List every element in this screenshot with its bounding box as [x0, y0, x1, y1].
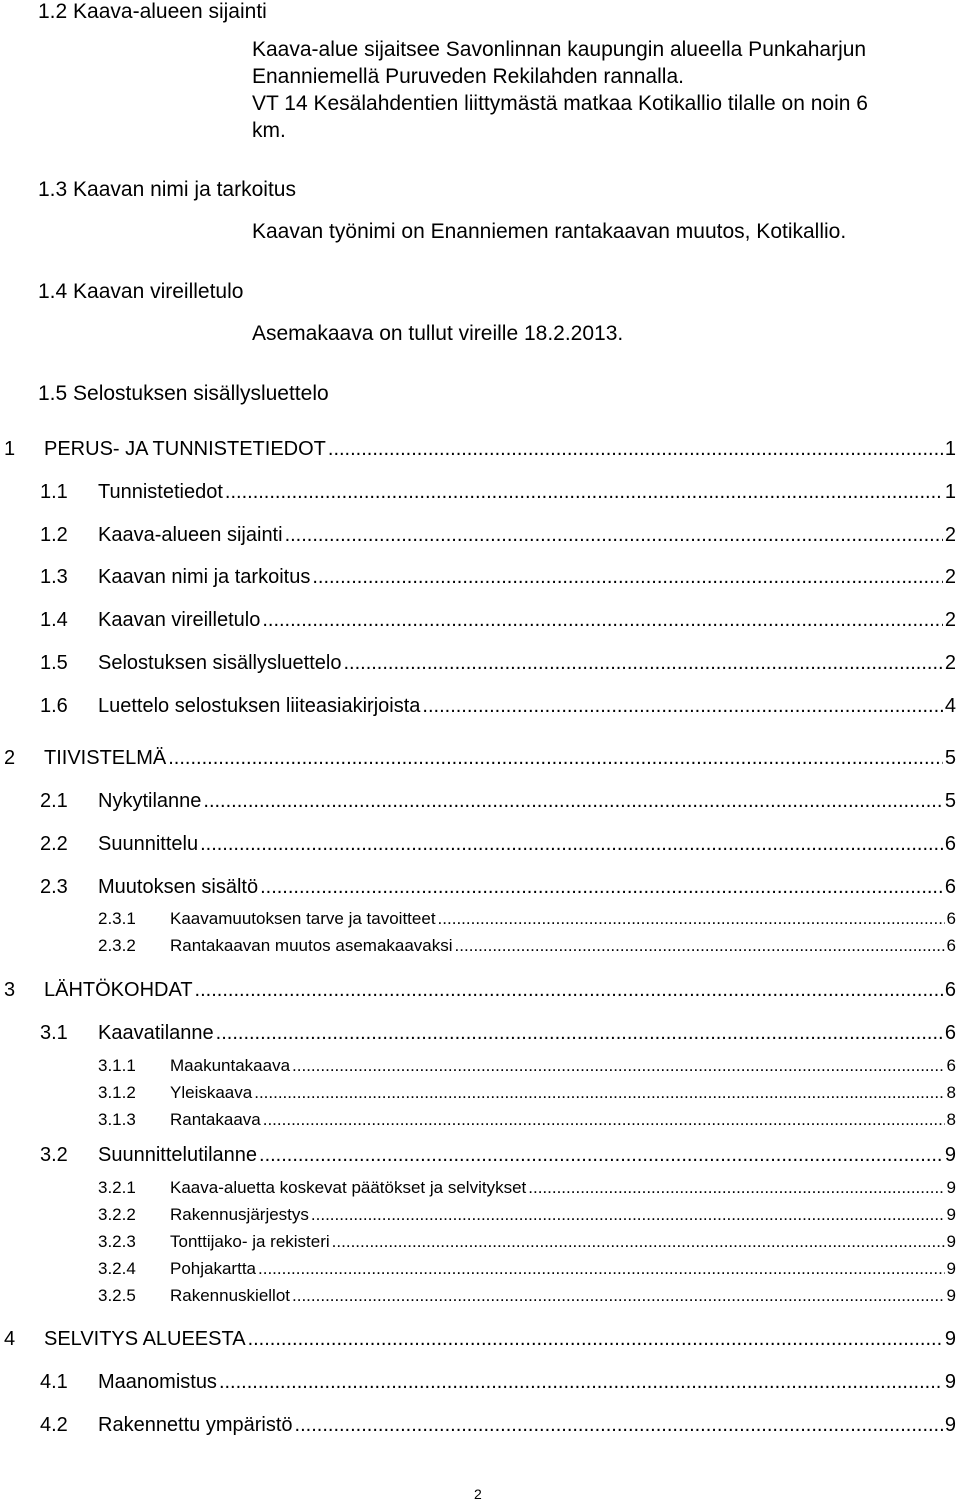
- toc-entry-number: 1.4: [40, 609, 68, 631]
- toc-leader: [343, 652, 942, 675]
- toc-entry-number: 3.2.3: [98, 1232, 136, 1251]
- section-body-1-2-line-2: Enanniemellä Puruveden Rekilahden rannalla.: [252, 65, 684, 88]
- toc-entry-title: Kaavatilanne: [98, 1022, 214, 1044]
- toc-entry-title: Tunnistetiedot: [98, 481, 223, 503]
- toc-entry-title: TIIVISTELMÄ: [44, 747, 167, 769]
- toc-leader: [311, 1205, 945, 1225]
- toc-entry-page: 9: [946, 1232, 956, 1251]
- toc-entry[interactable]: [40, 790, 956, 813]
- toc-entry[interactable]: [40, 1414, 956, 1437]
- toc-entry[interactable]: [98, 1286, 956, 1306]
- toc-entry-title: LÄHTÖKOHDAT: [44, 979, 193, 1001]
- section-heading-1-3: 1.3 Kaavan nimi ja tarkoitus: [38, 178, 296, 201]
- toc-leader: [216, 1022, 943, 1045]
- toc-entry-page: 5: [944, 747, 956, 769]
- toc-entry-page: 8: [946, 1083, 956, 1102]
- toc-leader: [292, 1056, 945, 1076]
- toc-leader: [248, 1328, 943, 1351]
- section-body-1-2-line-1: Kaava-alue sijaitsee Savonlinnan kaupungin alueella Punkaharjun: [252, 38, 867, 61]
- toc-entry-title: Rakennettu ympäristö: [98, 1414, 293, 1436]
- toc-entry-number: 1.1: [40, 481, 68, 503]
- toc-entry-number: 4.1: [40, 1371, 68, 1393]
- toc-entry-page: 9: [946, 1178, 956, 1197]
- toc-entry-number: 1.2: [40, 524, 68, 546]
- toc-entry-page: 2: [944, 524, 956, 546]
- toc-entry-title: Rantakaavan muutos asemakaavaksi: [170, 936, 453, 955]
- toc-entry[interactable]: [40, 833, 956, 856]
- toc-leader: [422, 695, 942, 718]
- toc-entry[interactable]: [98, 1110, 956, 1130]
- toc-entry-number: 1.3: [40, 566, 68, 588]
- toc-entry-page: 8: [946, 1110, 956, 1129]
- toc-leader: [438, 909, 945, 929]
- toc-entry-page: 9: [946, 1286, 956, 1305]
- toc-entry[interactable]: [40, 695, 956, 718]
- section-body-1-4-line-1: Asemakaava on tullut vireille 18.2.2013.: [252, 322, 624, 345]
- toc-entry-page: 1: [944, 481, 956, 503]
- toc-entry-page: 5: [944, 790, 956, 812]
- toc-entry-number: 3.1.3: [98, 1110, 136, 1129]
- toc-entry-page: 9: [946, 1205, 956, 1224]
- toc-leader: [312, 566, 943, 589]
- toc-entry-number: 4.2: [40, 1414, 68, 1436]
- toc-entry[interactable]: [4, 979, 956, 1002]
- toc-entry-number: 3.2.2: [98, 1205, 136, 1224]
- toc-leader: [259, 1144, 943, 1167]
- page-number: 2: [474, 1486, 482, 1502]
- toc-entry-number: 2.3: [40, 876, 68, 898]
- toc-entry-page: 9: [944, 1328, 956, 1350]
- toc-entry[interactable]: [98, 1259, 956, 1279]
- toc-entry-page: 6: [944, 979, 956, 1001]
- toc-leader: [203, 790, 942, 813]
- toc-entry[interactable]: [98, 936, 956, 956]
- toc-entry-number: 2: [4, 747, 16, 769]
- toc-entry-title: Kaava-alueen sijainti: [98, 524, 283, 546]
- toc-entry-page: 6: [946, 909, 956, 928]
- toc-entry-number: 3.1.1: [98, 1056, 136, 1075]
- toc-leader: [225, 481, 943, 504]
- toc-leader: [260, 876, 943, 899]
- section-heading-1-5: 1.5 Selostuksen sisällysluettelo: [38, 382, 329, 405]
- toc-entry-title: Kaava-aluetta koskevat päätökset ja selvitykset: [170, 1178, 527, 1197]
- toc-entry[interactable]: [4, 747, 956, 770]
- toc-entry-page: 6: [946, 1056, 956, 1075]
- toc-entry-page: 4: [944, 695, 956, 717]
- toc-entry-title: Kaavamuutoksen tarve ja tavoitteet: [170, 909, 436, 928]
- toc-entry[interactable]: [40, 481, 956, 504]
- toc-entry[interactable]: [98, 1232, 956, 1252]
- toc-entry-title: Rantakaava: [170, 1110, 261, 1129]
- toc-entry-number: 1: [4, 438, 16, 460]
- section-body-1-3-line-1: Kaavan työnimi on Enanniemen rantakaavan muutos, Kotikallio.: [252, 220, 847, 243]
- toc-entry-title: Luettelo selostuksen liiteasiakirjoista: [98, 695, 421, 717]
- toc-leader: [263, 1110, 945, 1130]
- section-heading-1-4: 1.4 Kaavan vireilletulo: [38, 280, 244, 303]
- toc-entry[interactable]: [40, 1144, 956, 1167]
- toc-entry[interactable]: [40, 566, 956, 589]
- toc-entry-number: 1.5: [40, 652, 68, 674]
- toc-entry-page: 6: [946, 936, 956, 955]
- toc-leader: [528, 1178, 944, 1198]
- toc-entry-title: Yleiskaava: [170, 1083, 253, 1102]
- toc-entry-page: 9: [944, 1144, 956, 1166]
- toc-entry-title: Rakennusjärjestys: [170, 1205, 309, 1224]
- toc-entry-page: 1: [944, 438, 956, 460]
- toc-entry-title: Nykytilanne: [98, 790, 202, 812]
- toc-entry-page: 2: [944, 609, 956, 631]
- toc-entry-title: Muutoksen sisältö: [98, 876, 259, 898]
- toc-entry[interactable]: [4, 1328, 956, 1351]
- toc-entry-number: 4: [4, 1328, 16, 1350]
- toc-entry[interactable]: [40, 1371, 956, 1394]
- toc-entry-title: Rakennuskiellot: [170, 1286, 291, 1305]
- toc-leader: [455, 936, 945, 956]
- toc-leader: [262, 609, 943, 632]
- toc-leader: [328, 438, 943, 461]
- toc-entry[interactable]: [98, 1056, 956, 1076]
- toc-entry[interactable]: [98, 1205, 956, 1225]
- toc-leader: [254, 1083, 944, 1103]
- toc-entry-number: 2.3.2: [98, 936, 136, 955]
- section-body-1-2-line-4: km.: [252, 119, 286, 142]
- toc-entry-number: 3.1.2: [98, 1083, 136, 1102]
- toc-entry-number: 3.1: [40, 1022, 68, 1044]
- toc-entry-number: 2.3.1: [98, 909, 136, 928]
- toc-entry-title: Selostuksen sisällysluettelo: [98, 652, 342, 674]
- toc-entry-title: Suunnittelu: [98, 833, 199, 855]
- toc-leader: [195, 979, 943, 1002]
- toc-entry-number: 3.2: [40, 1144, 68, 1166]
- toc-entry[interactable]: [40, 652, 956, 675]
- toc-leader: [219, 1371, 943, 1394]
- toc-entry-page: 9: [946, 1259, 956, 1278]
- toc-entry-page: 6: [944, 876, 956, 898]
- toc-entry[interactable]: [98, 1083, 956, 1103]
- toc-entry-page: 9: [944, 1414, 956, 1436]
- toc-entry-title: Tonttijako- ja rekisteri: [170, 1232, 330, 1251]
- toc-entry-number: 2.2: [40, 833, 68, 855]
- toc-entry[interactable]: [40, 1022, 956, 1045]
- toc-entry-page: 9: [944, 1371, 956, 1393]
- toc-entry-page: 6: [944, 833, 956, 855]
- toc-entry-number: 3.2.5: [98, 1286, 136, 1305]
- toc-entry-number: 3: [4, 979, 16, 1001]
- toc-leader: [285, 524, 943, 547]
- toc-entry-title: Maanomistus: [98, 1371, 217, 1393]
- toc-leader: [200, 833, 943, 856]
- toc-entry-page: 6: [944, 1022, 956, 1044]
- toc-entry-number: 2.1: [40, 790, 68, 812]
- section-heading-1-2: 1.2 Kaava-alueen sijainti: [38, 0, 267, 23]
- toc-entry-title: Maakuntakaava: [170, 1056, 291, 1075]
- toc-entry[interactable]: [40, 609, 956, 632]
- section-body-1-2-line-3: VT 14 Kesälahdentien liittymästä matkaa Kotikallio tilalle on noin 6: [252, 92, 868, 115]
- toc-entry-number: 3.2.1: [98, 1178, 136, 1197]
- toc-leader: [332, 1232, 945, 1252]
- toc-entry-number: 3.2.4: [98, 1259, 136, 1278]
- toc-entry-title: SELVITYS ALUEESTA: [44, 1328, 246, 1350]
- toc-entry[interactable]: [40, 524, 956, 547]
- toc-entry[interactable]: [98, 1178, 956, 1198]
- toc-entry-title: PERUS- JA TUNNISTETIEDOT: [44, 438, 326, 460]
- toc-leader: [295, 1414, 943, 1437]
- toc-leader: [168, 747, 943, 770]
- toc-entry-number: 1.6: [40, 695, 68, 717]
- toc-leader: [292, 1286, 945, 1306]
- toc-entry-title: Pohjakartta: [170, 1259, 256, 1278]
- toc-entry-title: Kaavan vireilletulo: [98, 609, 261, 631]
- toc-entry[interactable]: [40, 876, 956, 899]
- toc-entry-page: 2: [944, 566, 956, 588]
- toc-entry-title: Suunnittelutilanne: [98, 1144, 258, 1166]
- toc-entry[interactable]: [4, 438, 956, 461]
- toc-leader: [258, 1259, 945, 1279]
- toc-entry-title: Kaavan nimi ja tarkoitus: [98, 566, 311, 588]
- toc-entry[interactable]: [98, 909, 956, 929]
- toc-entry-page: 2: [944, 652, 956, 674]
